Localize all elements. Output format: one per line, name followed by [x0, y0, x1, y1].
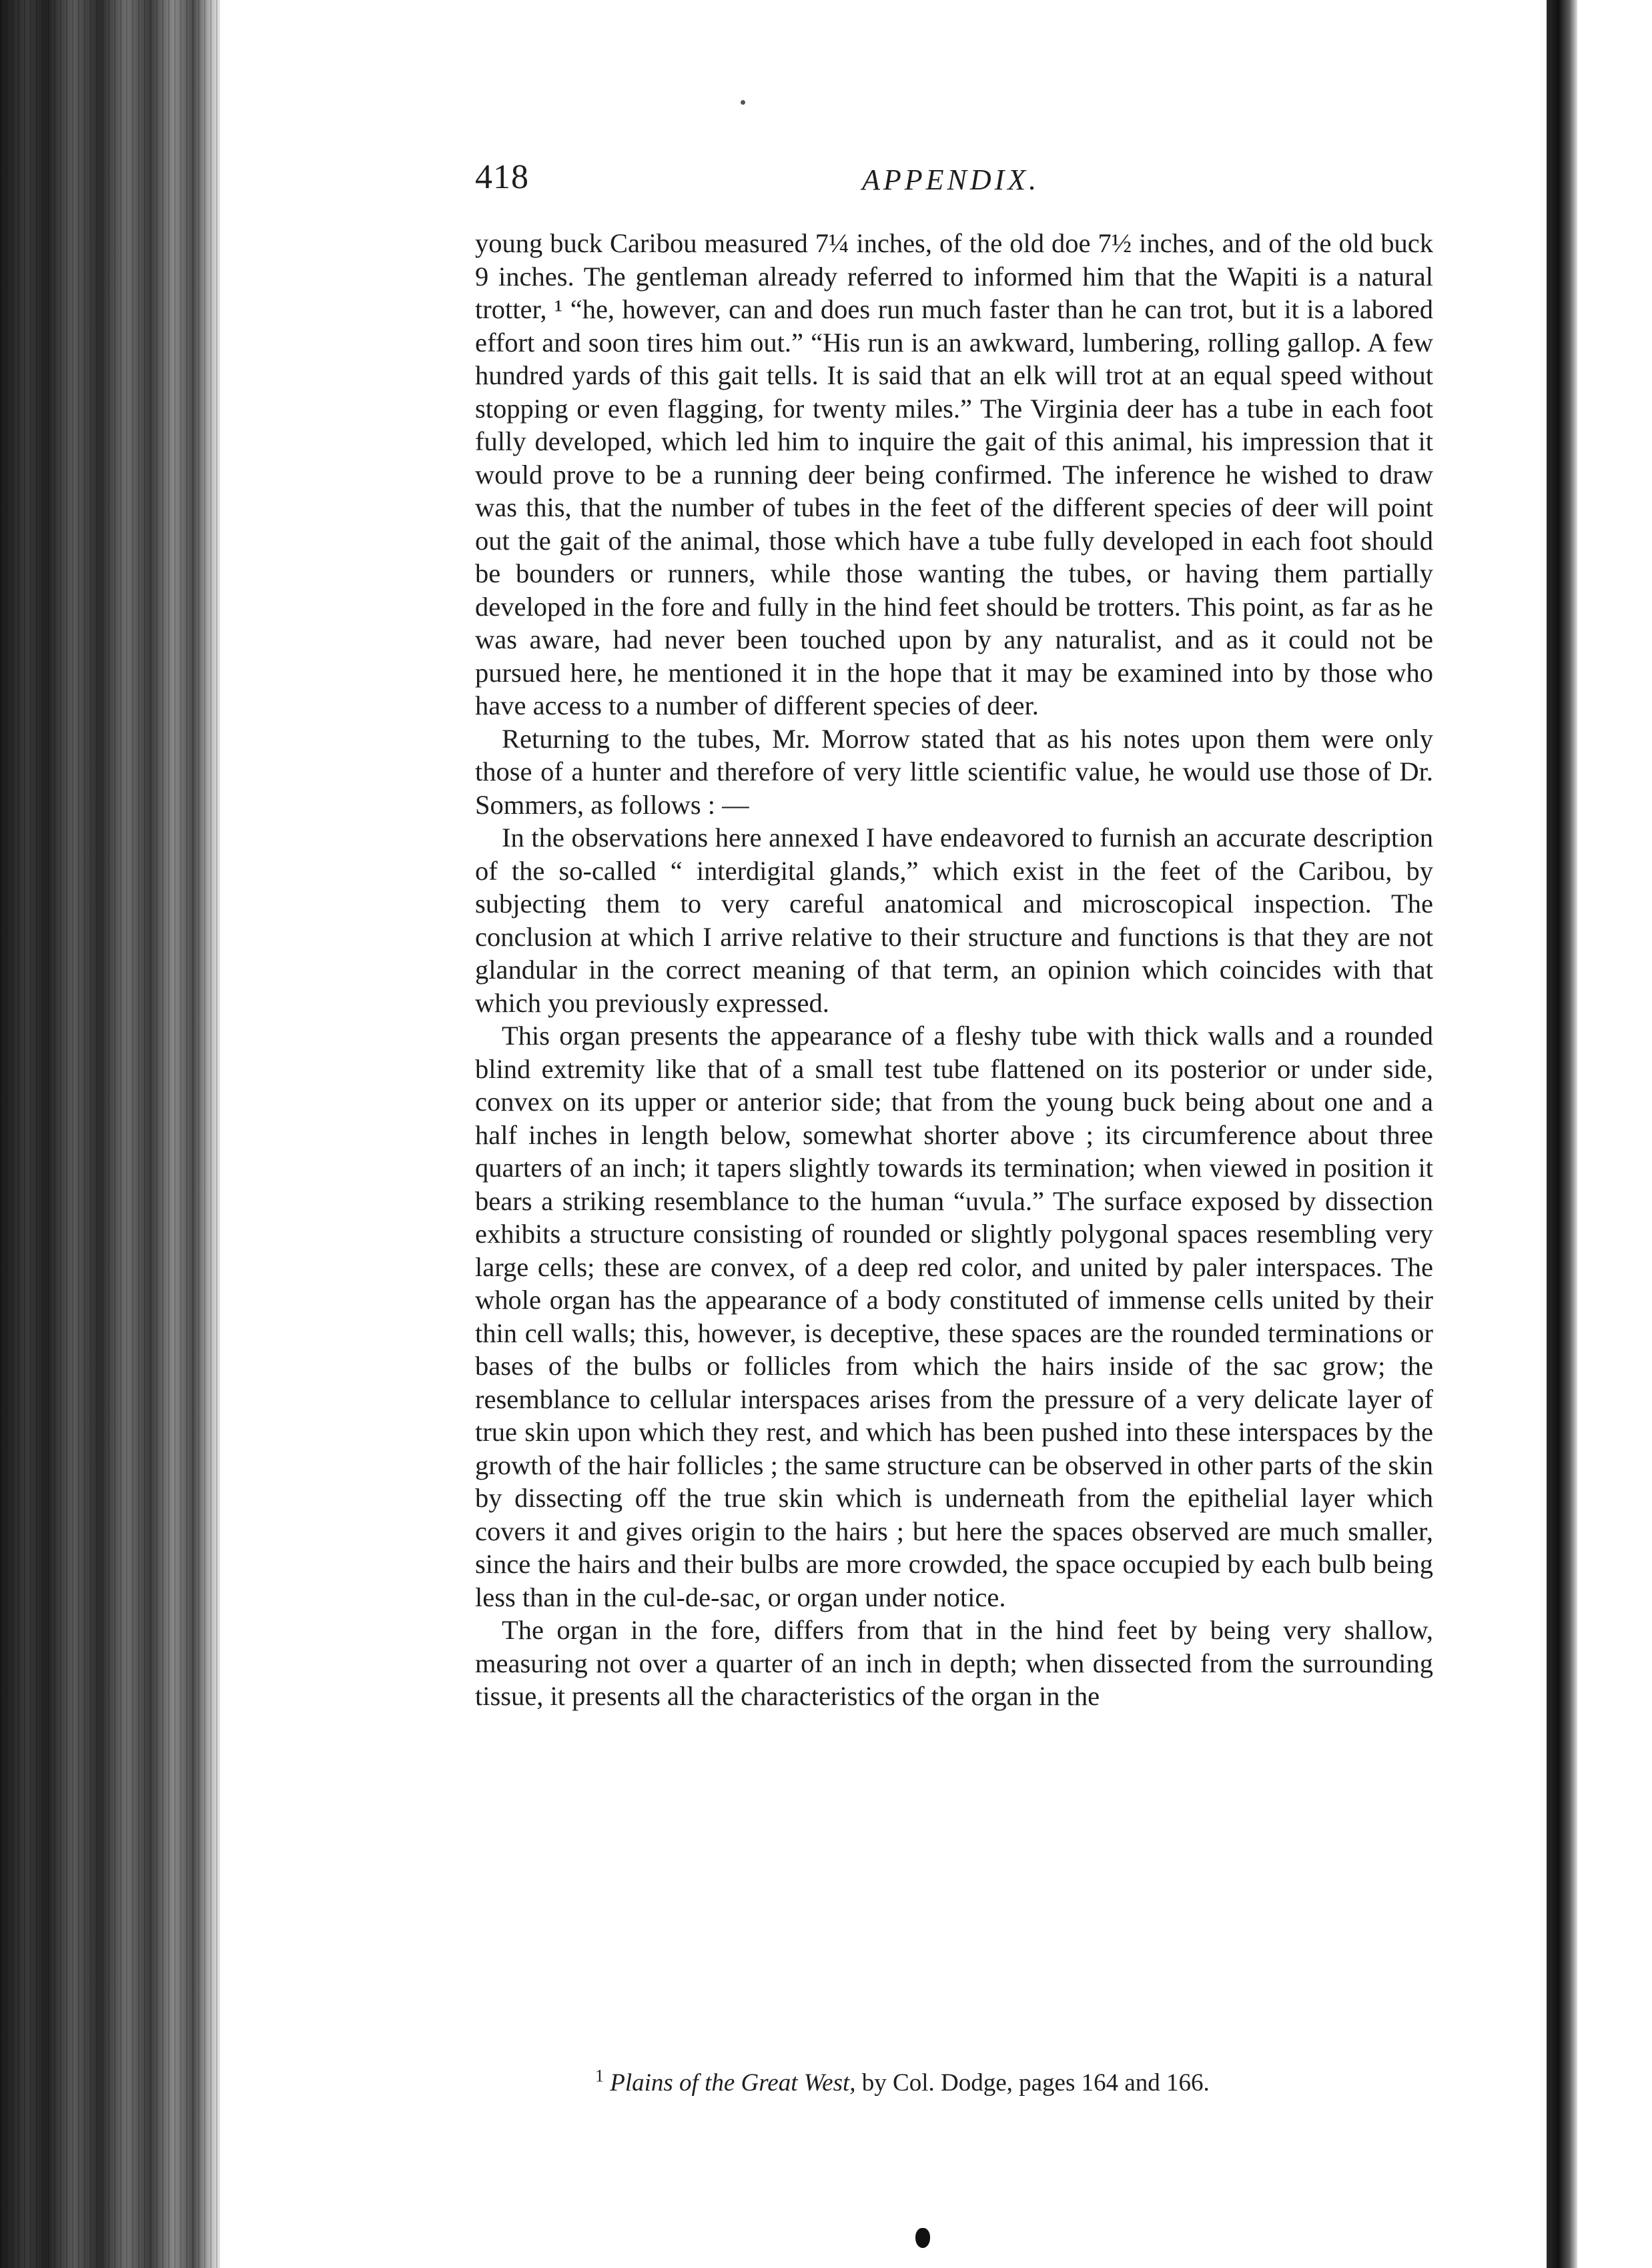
footnote-citation: by Col. Dodge, pages 164 and 166. [855, 2069, 1210, 2097]
paragraph: In the observations here annexed I have endeavored to furnish an accurate description of the so-called “ interdigital glands,” which exist in the feet of the Caribou, by subjecting them to very careful anatomical and microscopical inspection. The conclusion at which I arrive relative to their structure and functions is that they are not glandular in the correct meaning of that term, an opinion which coincides with that which you previously expressed. [475, 822, 1433, 1018]
footnote [475, 2068, 1433, 2099]
page-header [475, 157, 1433, 217]
page-stack-lines [0, 0, 220, 2268]
paragraph: young buck Caribou measured 7¼ inches, of the old doe 7½ inches, and of the old buck 9 inches. The gentleman already referred to informed him that the Wapiti is a natural trotter, ¹ “he, however, can and does run much faster than he can trot, but it is a labored effort and soon tires him out.” “His run is an awkward, lumbering, rolling gallop. A few hundred yards of this gait tells. It is said that an elk will trot at an equal speed without stopping or even flagging, for twenty miles.” The Virginia deer has a tube in each foot fully developed, which led him to inquire the gait of this animal, his impression that it would prove to be a running deer being confirmed. The inference he wished to draw was this, that the number of tubes in the feet of the different species of deer will point out the gait of the animal, those which have a tube fully developed in each foot should be bounders or runners, while those wanting the tubes, or having them partially developed in the fore and fully in the hind feet should be trotters. This point, as far as he was aware, had never been touched upon by any naturalist, and as it could not be pursued here, he mentioned it in the hope that it may be examined into by those who have access to a number of different species of deer. [475, 228, 1433, 720]
scan-speck [741, 100, 745, 105]
right-gutter-shadow [1547, 0, 1577, 2268]
footnote-title: Plains of the Great West, [610, 2069, 856, 2097]
paragraph: This organ presents the appearance of a fleshy tube with thick walls and a rounded blind extremity like that of a small test tube flattened on its posterior or under side, convex on its upper or anterior side; that from the young buck being about one and a half inches in length below, somewhat shorter above ; its circumference about three quarters of an inch; it tapers slightly towards its termination; when viewed in position it bears a striking resemblance to the human “uvula.” The surface exposed by dissection exhibits a structure consisting of rounded or slightly polygonal spaces resembling very large cells; these are convex, of a deep red color, and united by paler interspaces. The whole organ has the appearance of a body constituted of immense cells united by their thin cell walls; this, however, is deceptive, these spaces are the rounded terminations or bases of the bulbs or follicles from which the hairs inside of the sac grow; the resemblance to cellular interspaces arises from the pressure of a very delicate layer of true skin upon which they rest, and which has been pushed into these interspaces by the growth of the hair follicles ; the same structure can be observed in other parts of the skin by dissecting off the true skin which is underneath from the epithelial layer which covers it and gives origin to the hairs ; but here the spaces observed are much smaller, since the hairs and their bulbs are more crowded, the space occupied by each bulb being less than in the cul-de-sac, or organ under notice. [475, 1021, 1433, 1612]
footnote-marker: 1 [595, 2066, 604, 2086]
running-head: APPENDIX. [862, 163, 1040, 196]
paragraph: The organ in the fore, differs from that in the hind feet by being very shallow, measuring not over a quarter of an inch in depth; when dissected from the surrounding tissue, it presents all the characteristics of the organ in the [475, 1615, 1433, 1711]
scan-mark [915, 2228, 930, 2248]
paragraph: Returning to the tubes, Mr. Morrow stated that as his notes upon them were only those of a hunter and therefore of very little scientific value, he would use those of Dr. Sommers, as follows : — [475, 723, 1433, 820]
body-text [475, 227, 1433, 1713]
page-number: 418 [475, 158, 529, 196]
